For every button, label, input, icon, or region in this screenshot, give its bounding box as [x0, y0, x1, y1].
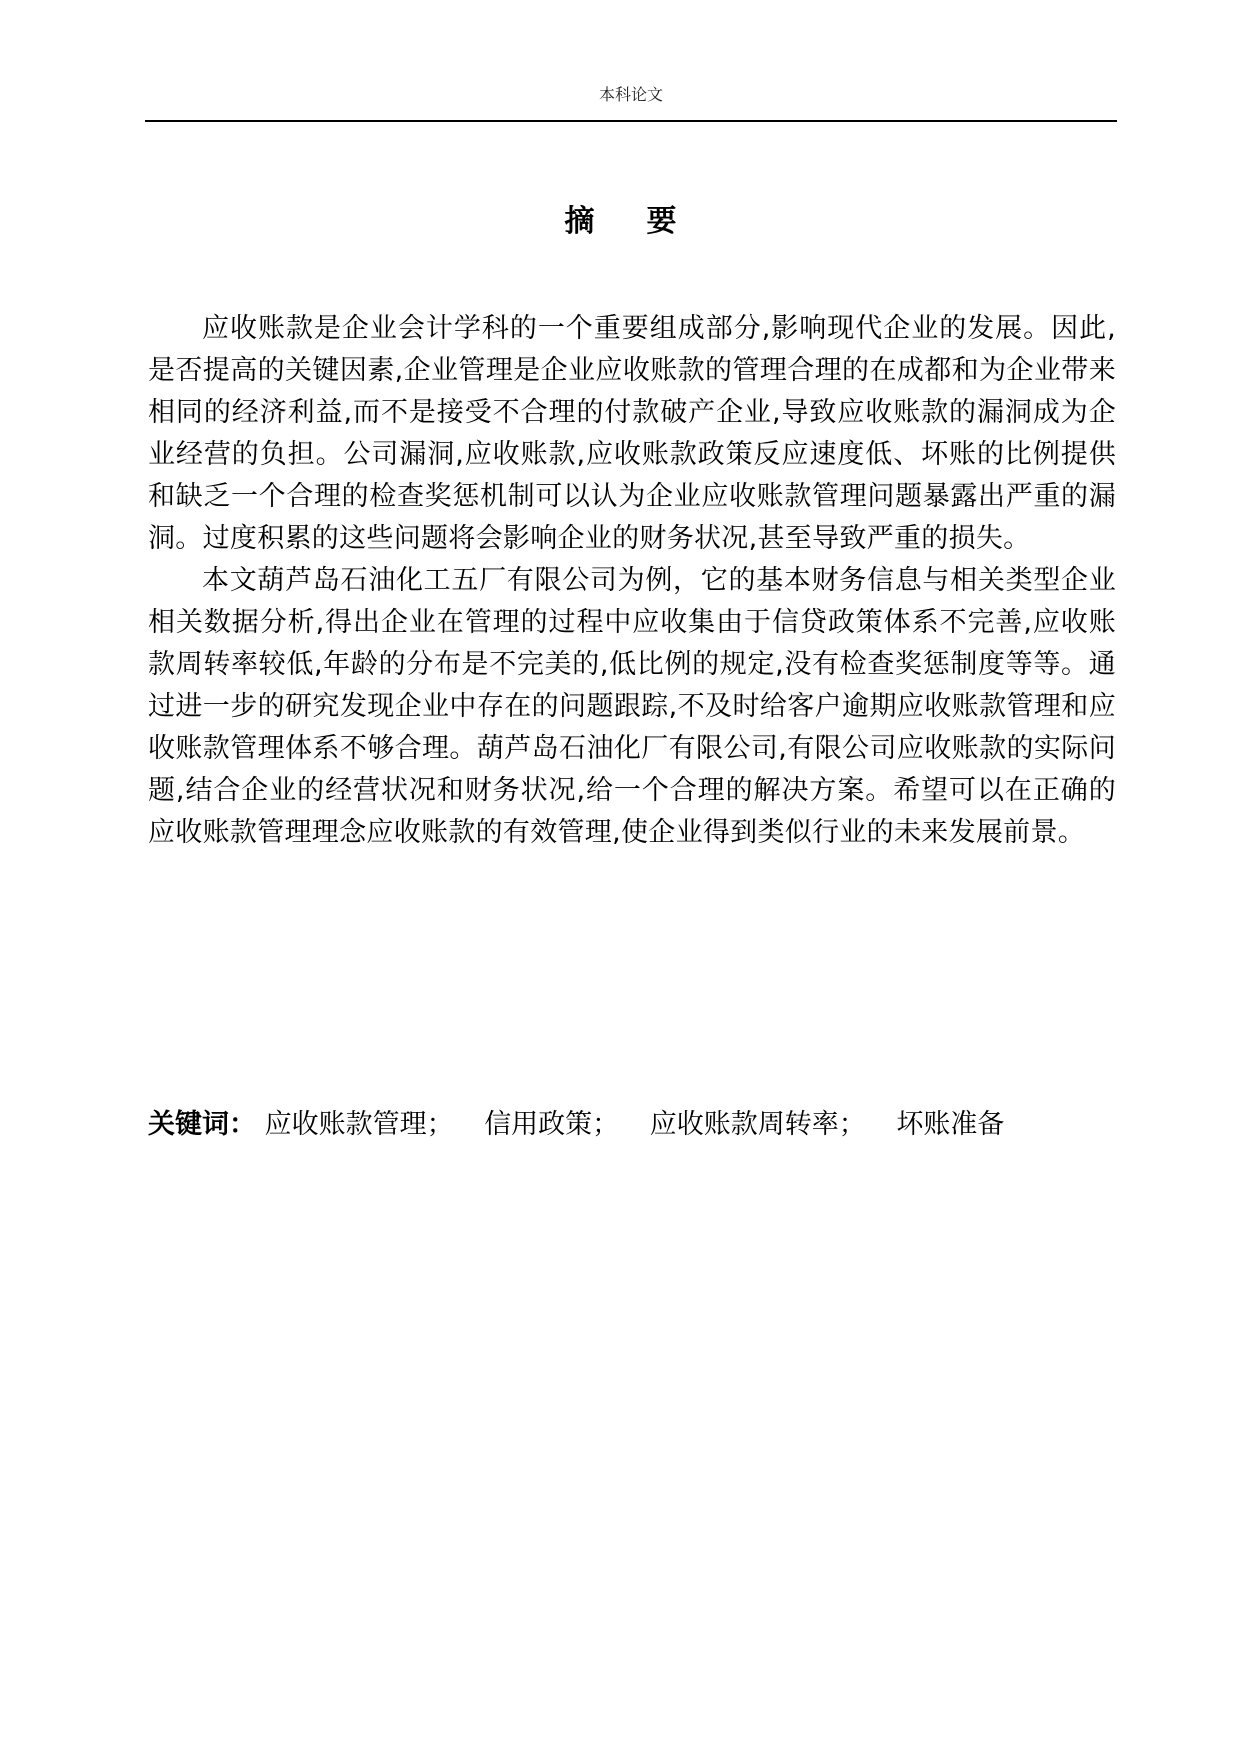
- keyword-item: 应收账款周转率；: [649, 1109, 866, 1140]
- abstract-title: 摘要: [564, 204, 729, 239]
- abstract-paragraph-2: 本文葫芦岛石油化工五厂有限公司为例，它的基本财务信息与相关类型企业相关数据分析,得出企业在管理的过程中应收集由于信贷政策体系不完善,应收账款周转率较低,年龄的分布是不完美的,低比例的规定,没有检查奖惩制度等等。通过进一步的研究发现企业中存在的问题跟踪,不及时给客户逾期应收账款管理和应收账款管理体系不够合理。葫芦岛石油化厂有限公司,有限公司应收账款的实际问题,结合企业的经营状况和财务状况,给一个合理的解决方案。希望可以在正确的应收账款管理理念应收账款的有效管理,使企业得到类似行业的未来发展前景。: [148, 565, 1116, 848]
- keywords-label: 关键词：: [148, 1109, 256, 1140]
- keyword-item: 应收账款管理；: [264, 1109, 454, 1140]
- abstract-paragraph-1: 应收账款是企业会计学科的一个重要组成部分,影响现代企业的发展。因此,是否提高的关键因素,企业管理是企业应收账款的管理合理的在成都和为企业带来相同的经济利益,而不是接受不合理的付款破产企业,导致应收账款的漏洞成为企业经营的负担。公司漏洞,应收账款,应收账款政策反应速度低、坏账的比例提供和缺乏一个合理的检查奖惩机制可以认为企业应收账款管理问题暴露出严重的漏洞。过度积累的这些问题将会影响企业的财务状况,甚至导致严重的损失。: [148, 313, 1116, 554]
- keywords-line: [148, 1104, 1116, 1146]
- abstract-body: [148, 308, 1116, 854]
- keyword-item: 信用政策；: [484, 1109, 620, 1140]
- page-header: [145, 84, 1117, 122]
- keyword-item: 坏账准备: [896, 1109, 1005, 1140]
- header-title: 本科论文: [598, 85, 663, 104]
